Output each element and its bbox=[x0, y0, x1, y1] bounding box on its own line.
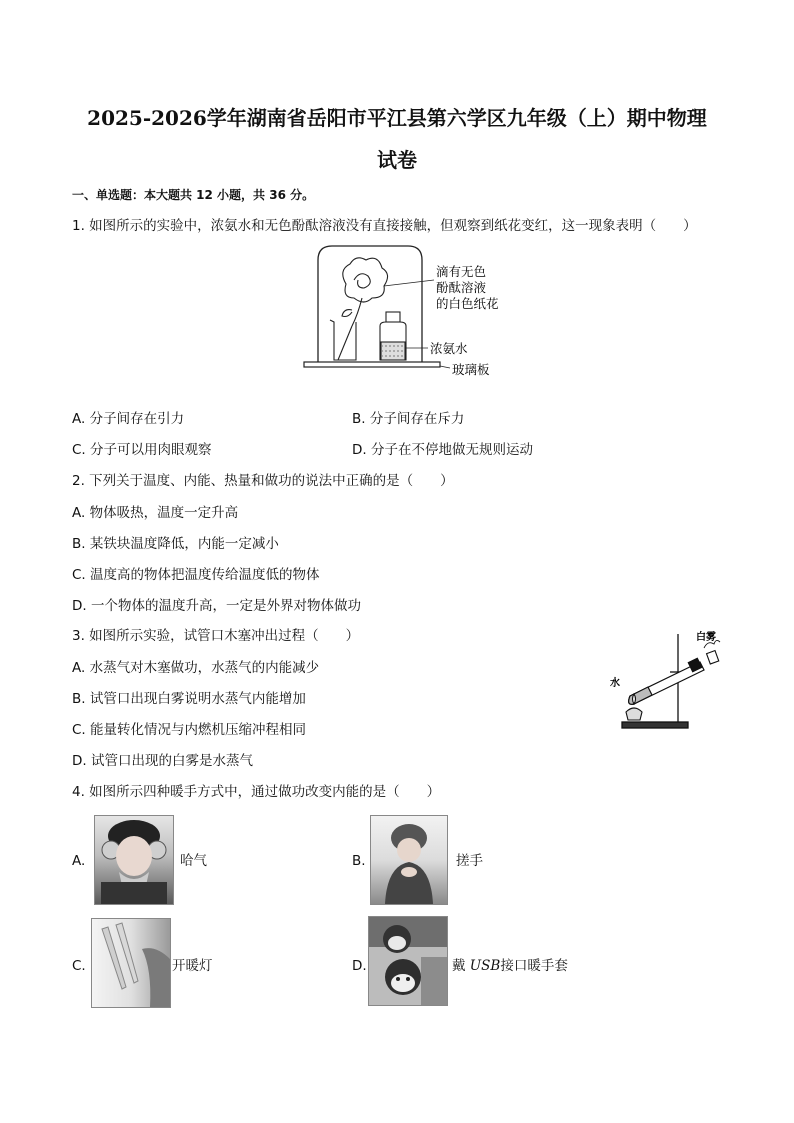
q4-option-d-text-post: 接口暖手套 bbox=[500, 958, 568, 974]
q2-option-a: A. 物体吸热，温度一定升高 bbox=[72, 505, 239, 521]
q3-option-a: A. 水蒸气对木塞做功，水蒸气的内能减少 bbox=[72, 660, 320, 676]
q2-stem: 2. 下列关于温度、内能、热量和做功的说法中正确的是（ ） bbox=[72, 473, 454, 489]
q4-option-b-text: 搓手 bbox=[456, 853, 483, 869]
q4-stem: 4. 如图所示四种暖手方式中，通过做功改变内能的是（ ） bbox=[72, 784, 441, 800]
q3-label-water: 水 bbox=[610, 678, 620, 689]
q3-option-b: B. 试管口出现白雾说明水蒸气内能增加 bbox=[72, 691, 306, 707]
usb-hand-warmer-photo bbox=[368, 916, 448, 1006]
ammonia-bottle-icon bbox=[380, 312, 406, 360]
q1-option-a: A. 分子间存在引力 bbox=[72, 411, 185, 427]
q1-figure bbox=[300, 240, 510, 380]
q4-option-a-letter: A. bbox=[72, 853, 86, 869]
q1-label-ammonia: 浓氨水 bbox=[430, 341, 468, 356]
q1-label-flower-2: 酚酞溶液 bbox=[436, 280, 487, 295]
q1-option-b: B. 分子间存在斥力 bbox=[352, 411, 465, 427]
q1-label-glass-plate: 玻璃板 bbox=[452, 362, 490, 377]
q4-option-b-letter: B. bbox=[352, 853, 366, 869]
rubbing-hands-photo bbox=[370, 815, 448, 905]
q4-option-a-text: 哈气 bbox=[180, 853, 207, 869]
q1-label-flower-3: 的白色纸花 bbox=[436, 296, 499, 311]
q4-option-c-letter: C. bbox=[72, 958, 86, 974]
q4-option-d-letter: D. bbox=[352, 958, 367, 974]
q4-option-d-text-pre: 戴 bbox=[452, 958, 470, 974]
q1-option-c: C. 分子可以用肉眼观察 bbox=[72, 442, 212, 458]
section-header: 一、单选题：本大题共 12 小题，共 36 分。 bbox=[72, 188, 315, 202]
heat-lamp-photo bbox=[91, 918, 171, 1008]
q4-option-d-text bbox=[452, 957, 568, 975]
cork-icon bbox=[707, 651, 719, 664]
q3-option-c: C. 能量转化情况与内燃机压缩冲程相同 bbox=[72, 722, 307, 738]
breathing-on-hands-photo bbox=[94, 815, 174, 905]
test-tube-icon bbox=[629, 658, 704, 704]
q1-stem: 1. 如图所示的实验中，浓氨水和无色酚酞溶液没有直接接触，但观察到纸花变红，这一现象表明（ ） bbox=[72, 218, 697, 234]
q2-option-c: C. 温度高的物体把温度传给温度低的物体 bbox=[72, 567, 320, 583]
page-title-line1: 2025-2026学年湖南省岳阳市平江县第六学区九年级（上）期中物理 bbox=[87, 106, 707, 130]
q2-option-b: B. 某铁块温度降低，内能一定减小 bbox=[72, 536, 279, 552]
q3-option-d: D. 试管口出现的白雾是水蒸气 bbox=[72, 753, 253, 769]
q3-stem: 3. 如图所示实验，试管口木塞冲出过程（ ） bbox=[72, 628, 360, 644]
q1-option-d: D. 分子在不停地做无规则运动 bbox=[352, 442, 533, 458]
q3-label-white-fog: 白雾 bbox=[696, 632, 716, 643]
q4-option-d-text-usb: USB bbox=[469, 958, 501, 974]
q4-option-c-text: 开暖灯 bbox=[172, 958, 213, 974]
q2-option-d: D. 一个物体的温度升高，一定是外界对物体做功 bbox=[72, 598, 361, 614]
page-title-line2: 试卷 bbox=[377, 148, 417, 172]
paper-flower-icon bbox=[342, 258, 388, 326]
q1-label-flower-1: 滴有无色 bbox=[436, 264, 487, 279]
q3-figure bbox=[604, 628, 734, 736]
